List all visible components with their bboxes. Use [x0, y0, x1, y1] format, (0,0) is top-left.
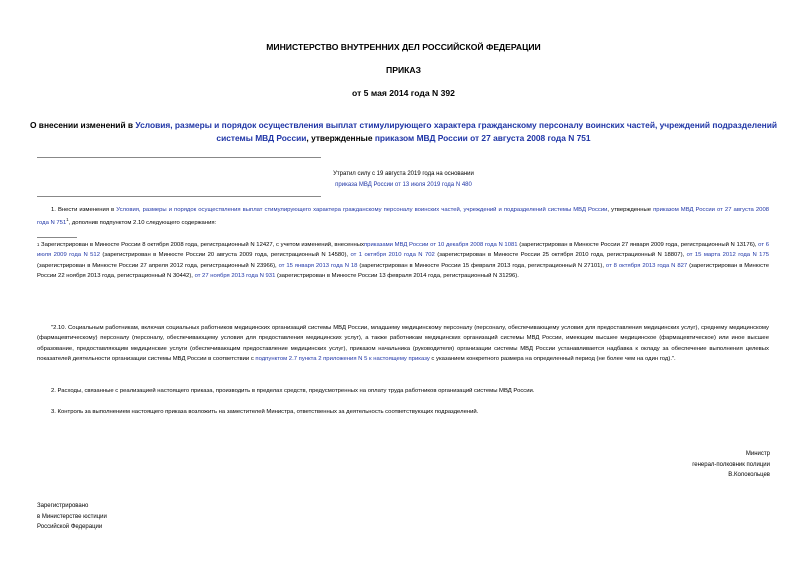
registration-line-2: в Министерстве юстиции: [37, 513, 107, 520]
footnote-text-4: (зарегистрирован в Минюсте России 25 октября 2010 года, регистрационный N 18807),: [434, 252, 687, 259]
para2-text-b: с указанием конкретного размера на определенный период (не более чем на один год).".: [429, 356, 676, 363]
signature-block: [660, 449, 770, 481]
signature-position: Министр: [745, 451, 770, 457]
paragraph-control: 3. Контроль за выполнением настоящего приказа возложить на заместителей Министра, ответственных за деятельность соответствующих подразделений.: [51, 409, 479, 415]
footnote-link-7[interactable]: от 27 ноября 2013 года N 931: [194, 273, 276, 280]
title-prefix: О внесении изменений в: [29, 120, 136, 130]
footnote-link-5[interactable]: от 15 января 2013 года N 18: [278, 262, 358, 269]
order-date: от 5 мая 2014 года N 392: [352, 88, 455, 98]
footnote-text-7: (зарегистрирован в Минюсте России 22 ноября 2013 года, регистрационный N 30442),: [37, 262, 770, 280]
footnote-link-6[interactable]: от 8 октября 2013 года N 827: [605, 262, 688, 269]
footnote-link-4[interactable]: от 15 марта 2012 года N 175: [686, 252, 769, 259]
footnote-text-2: (зарегистрирован в Минюсте России 27 января 2009 года, регистрационный N 13176),: [517, 242, 759, 248]
para1-text-c: , дополнив подпунктом 2.10 следующего содержания:: [68, 220, 217, 227]
title-link-order-751[interactable]: приказом МВД России от 27 августа 2008 года N 751: [374, 133, 591, 143]
title-middle: , утвержденные: [306, 133, 375, 143]
paragraph-expenses: 2. Расходы, связанные с реализацией настоящего приказа, производить в пределах средств, предусмотренных на оплату труда работников организаций системы МВД России.: [51, 388, 535, 394]
footnote-link-1[interactable]: приказами МВД России от 10 декабря 2008 года N 1081: [363, 242, 518, 248]
footnote-mark: 1: [37, 242, 40, 247]
footnote-text-5: (зарегистрирован в Минюсте России 27 апреля 2012 года, регистрационный N 23966),: [37, 262, 279, 269]
footnote-text-3: (зарегистрирован в Минюсте России 20 августа 2009 года, регистрационный N 14580),: [99, 252, 351, 259]
ministry-heading: МИНИСТЕРСТВО ВНУТРЕННИХ ДЕЛ РОССИЙСКОЙ ФЕДЕРАЦИИ: [266, 42, 541, 52]
para2-text-a: "2.10. Социальным работникам, включая социальных работников медицинских организаций системы МВД России, младшему медицинскому персоналу (персоналу, обеспечивающему условия для предоставления медицинских услуг), среднему медицинскому (фармацевтическому) персоналу (персоналу, обеспечивающему условия для предоставления медицинских услуг), а также работникам медицинских организаций системы МВД России, имеющим высшее медицинское (фармацевтическое) или иное высшее образование, предоставляющим медицинские услуги (обеспечивающим предоставление медицинских услуг), приказом начальника (руководителя) организации системы МВД России устанавливается надбавка к окладу за обеспечение выполнения целевых показателей деятельности организации системы МВД России в соответствии с: [37, 325, 769, 363]
footnote: [37, 240, 769, 282]
lost-force-link[interactable]: приказа МВД России от 13 июля 2019 года N 480: [335, 182, 472, 188]
divider-bottom: [37, 196, 321, 197]
footnote-text-1: Зарегистрирован в Минюсте России 8 октября 2008 года, регистрационный N 12427, с учетом изменений, внесенных: [39, 242, 364, 248]
footnote-text-6: (зарегистрирован в Минюсте России 15 февраля 2013 года, регистрационный N 27101),: [357, 262, 606, 269]
divider-top: [37, 157, 321, 158]
lost-force-text: Утратил силу с 19 августа 2019 года на основании: [333, 171, 474, 177]
para1-link-conditions[interactable]: Условия, размеры и порядок осуществления выплат стимулирующего характера гражданскому персоналу воинских частей, учреждений и подразделений системы МВД России: [116, 207, 608, 213]
footnote-link-3[interactable]: от 1 октября 2010 года N 702: [350, 252, 435, 259]
footnote-ref: 1: [66, 217, 69, 223]
registration-line-3: Российской Федерации: [37, 524, 103, 531]
registration-line-1: Зарегистрировано: [37, 503, 89, 509]
title-link-conditions[interactable]: Условия, размеры и порядок осуществления выплат стимулирующего характера гражданскому персоналу воинских частей, учреждений подразделений системы МВД России: [135, 120, 778, 143]
paragraph-2-10: [37, 323, 769, 365]
document-title: [28, 119, 779, 145]
footnote-divider: [37, 237, 77, 238]
footnote-link-2[interactable]: от 6 июля 2009 года N 512: [37, 242, 769, 259]
order-heading: ПРИКАЗ: [386, 65, 421, 75]
lost-force-notice: [300, 169, 507, 191]
signature-name: В.Колокольцев: [728, 472, 770, 479]
registration-block: [37, 501, 237, 533]
signature-rank: генерал-полковник полиции: [692, 461, 770, 468]
para1-text-a: 1. Внести изменения в: [51, 207, 117, 213]
para2-link-subpoint[interactable]: подпунктом 2.7 пункта 2 приложения N 5 к настоящему приказу: [255, 356, 430, 363]
footnote-text-8: (зарегистрирован в Минюсте России 13 февраля 2014 года, регистрационный N 31296).: [275, 273, 519, 280]
paragraph-1: [37, 205, 769, 229]
para1-text-b: , утвержденные: [607, 207, 654, 213]
para1-link-order-751[interactable]: приказом МВД России от 27 августа 2008 года N 751: [37, 207, 769, 227]
